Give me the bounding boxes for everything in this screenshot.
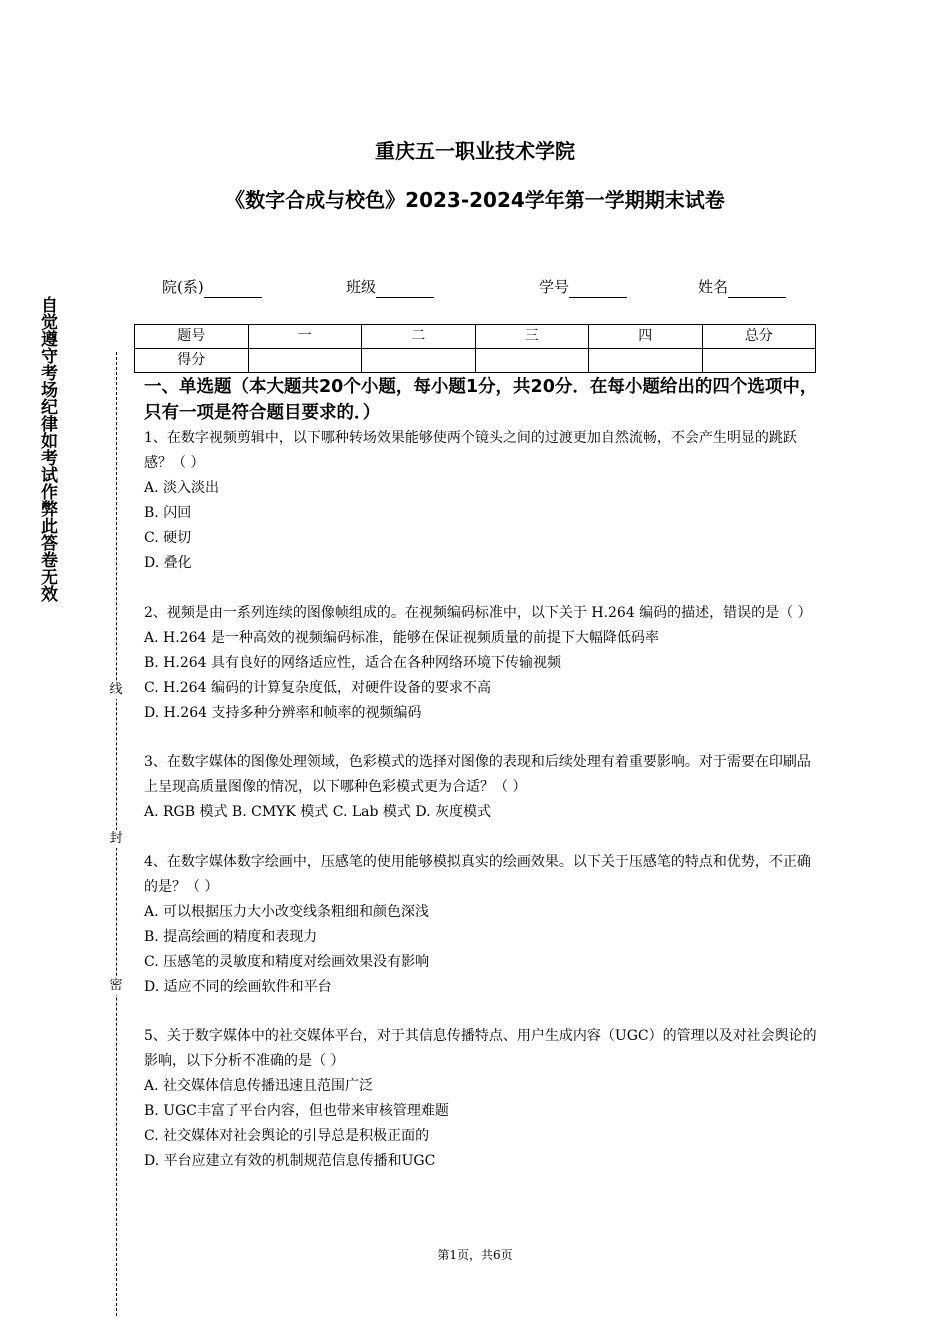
info-blank [204, 280, 262, 298]
side-notice: 自觉遵守考场纪律如考试作弊此答卷无效 [37, 296, 57, 602]
info-label: 班级 [346, 278, 377, 296]
info-label: 姓名 [698, 278, 729, 296]
info-student-id [539, 276, 627, 298]
question-option: C. 社交媒体对社会舆论的引导总是积极正面的 [144, 1128, 430, 1144]
table-cell: 四 [589, 325, 703, 349]
question-1 [144, 426, 824, 576]
question-option: D. H.264 支持多种分辨率和帧率的视频编码 [144, 704, 422, 721]
info-department [162, 276, 262, 298]
info-blank [569, 280, 627, 298]
table-cell: 一 [248, 325, 362, 349]
question-option: C. 硬切 [144, 530, 192, 546]
section-title: 一、单选题（本大题共20个小题，每小题1分，共20分．在每小题给出的四个选项中，只有一项是符合题目要求的．） [144, 377, 818, 423]
table-cell: 得分 [135, 349, 249, 373]
question-option: B. 提高绘画的精度和表现力 [144, 928, 318, 945]
info-blank [728, 280, 786, 298]
question-option: D. 叠化 [144, 555, 192, 571]
info-blank [376, 280, 434, 298]
side-mark-seal: 封 [107, 830, 125, 848]
question-option: A. 淡入淡出 [144, 480, 220, 496]
question-option: C. 压感笔的灵敏度和精度对绘画效果没有影响 [144, 953, 430, 970]
score-cell [589, 349, 703, 373]
exam-title: 《数字合成与校色》2023-2024学年第一学期期末试卷 [225, 188, 725, 212]
info-label: 院(系) [162, 278, 204, 296]
question-option: C. H.264 编码的计算复杂度低，对硬件设备的要求不高 [144, 679, 491, 696]
question-4 [144, 850, 824, 1000]
question-stem: 4、在数字媒体数字绘画中，压感笔的使用能够模拟真实的绘画效果。以下关于压感笔的特点和优势，不正确的是？（ ） [144, 853, 811, 895]
score-cell [248, 349, 362, 373]
question-option: A. 社交媒体信息传播迅速且范围广泛 [144, 1078, 374, 1094]
question-5 [144, 1024, 824, 1174]
student-info-row [0, 276, 950, 298]
page-footer: 第1页，共6页 [437, 1248, 513, 1262]
score-cell [702, 349, 816, 373]
score-cell [362, 349, 476, 373]
question-stem: 2、视频是由一系列连续的图像帧组成的。在视频编码标准中，以下关于 H.264 编码的描述，错误的是（ ） [144, 604, 812, 621]
table-cell: 题号 [135, 325, 249, 349]
question-option: B. H.264 具有良好的网络适应性，适合在各种网络环境下传输视频 [144, 654, 562, 671]
question-option: D. 平台应建立有效的机制规范信息传播和UGC [144, 1153, 436, 1169]
score-table-score-row [135, 349, 816, 373]
score-cell [475, 349, 589, 373]
table-cell: 总分 [702, 325, 816, 349]
question-3 [144, 750, 824, 825]
question-option: A. H.264 是一种高效的视频编码标准，能够在保证视频质量的前提下大幅降低码率 [144, 629, 659, 646]
exam-content [144, 374, 824, 1174]
question-2 [144, 601, 824, 726]
question-option: A. 可以根据压力大小改变线条粗细和颜色深浅 [144, 903, 430, 920]
school-title: 重庆五一职业技术学院 [375, 139, 575, 163]
table-cell: 三 [475, 325, 589, 349]
table-cell: 二 [362, 325, 476, 349]
question-option: D. 适应不同的绘画软件和平台 [144, 978, 332, 995]
side-mark-secret: 密 [107, 977, 125, 995]
info-class [346, 276, 434, 298]
side-mark-line: 线 [107, 681, 125, 699]
question-stem: 3、在数字媒体的图像处理领域，色彩模式的选择对图像的表现和后续处理有着重要影响。对于需要在印刷品上呈现高质量图像的情况，以下哪种色彩模式更为合适？（ ） [144, 754, 811, 795]
score-table-header-row [135, 325, 816, 349]
question-option: B. UGC丰富了平台内容，但也带来审核管理难题 [144, 1103, 449, 1119]
question-option: A. RGB 模式 B. CMYK 模式 C. Lab 模式 D. 灰度模式 [144, 804, 492, 820]
info-label: 学号 [539, 278, 570, 296]
info-name [698, 276, 786, 298]
score-table [134, 324, 816, 373]
question-stem: 5、关于数字媒体中的社交媒体平台，对于其信息传播特点、用户生成内容（UGC）的管理以及对社会舆论的影响，以下分析不准确的是（ ） [144, 1028, 817, 1069]
question-option: B. 闪回 [144, 505, 192, 521]
question-stem: 1、在数字视频剪辑中，以下哪种转场效果能够使两个镜头之间的过渡更加自然流畅，不会产生明显的跳跃感？（ ） [144, 430, 797, 471]
